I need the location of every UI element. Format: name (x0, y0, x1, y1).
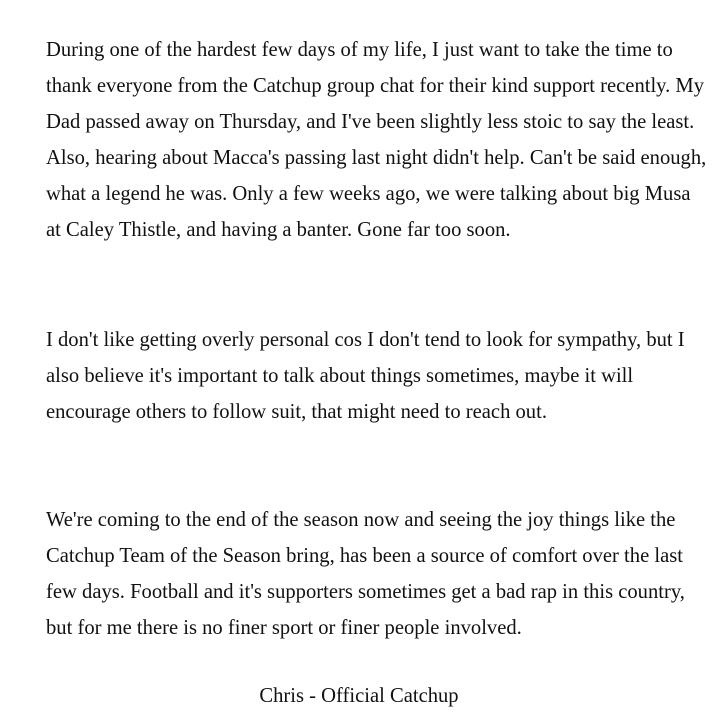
paragraph-thanks: During one of the hardest few days of my life, I just want to take the time to thank everyone from the Catchup group chat for their kind support recently. My Dad passed away on Thursday, and I've been slightly less stoic to say the least. Also, hearing about Macca's passing last night didn't help. Can't be said enough, what a legend he was. Only a few weeks ago, we were talking about big Musa at Caley Thistle, and having a banter. Gone far too soon. (46, 39, 707, 241)
paragraph-personal: I don't like getting overly personal cos I don't tend to look for sympathy, but I also believe it's important to talk about things sometimes, maybe it will encourage others to follow suit, that might need to reach out. (46, 329, 685, 423)
signature: Chris - Official Catchup (259, 685, 459, 707)
paragraph-season: We're coming to the end of the season now and seeing the joy things like the Catchup Team of the Season bring, has been a source of comfort over the last few days. Football and it's supporters sometimes get a bad rap in this country, but for me there is no finer sport or finer people involved. (46, 509, 685, 639)
